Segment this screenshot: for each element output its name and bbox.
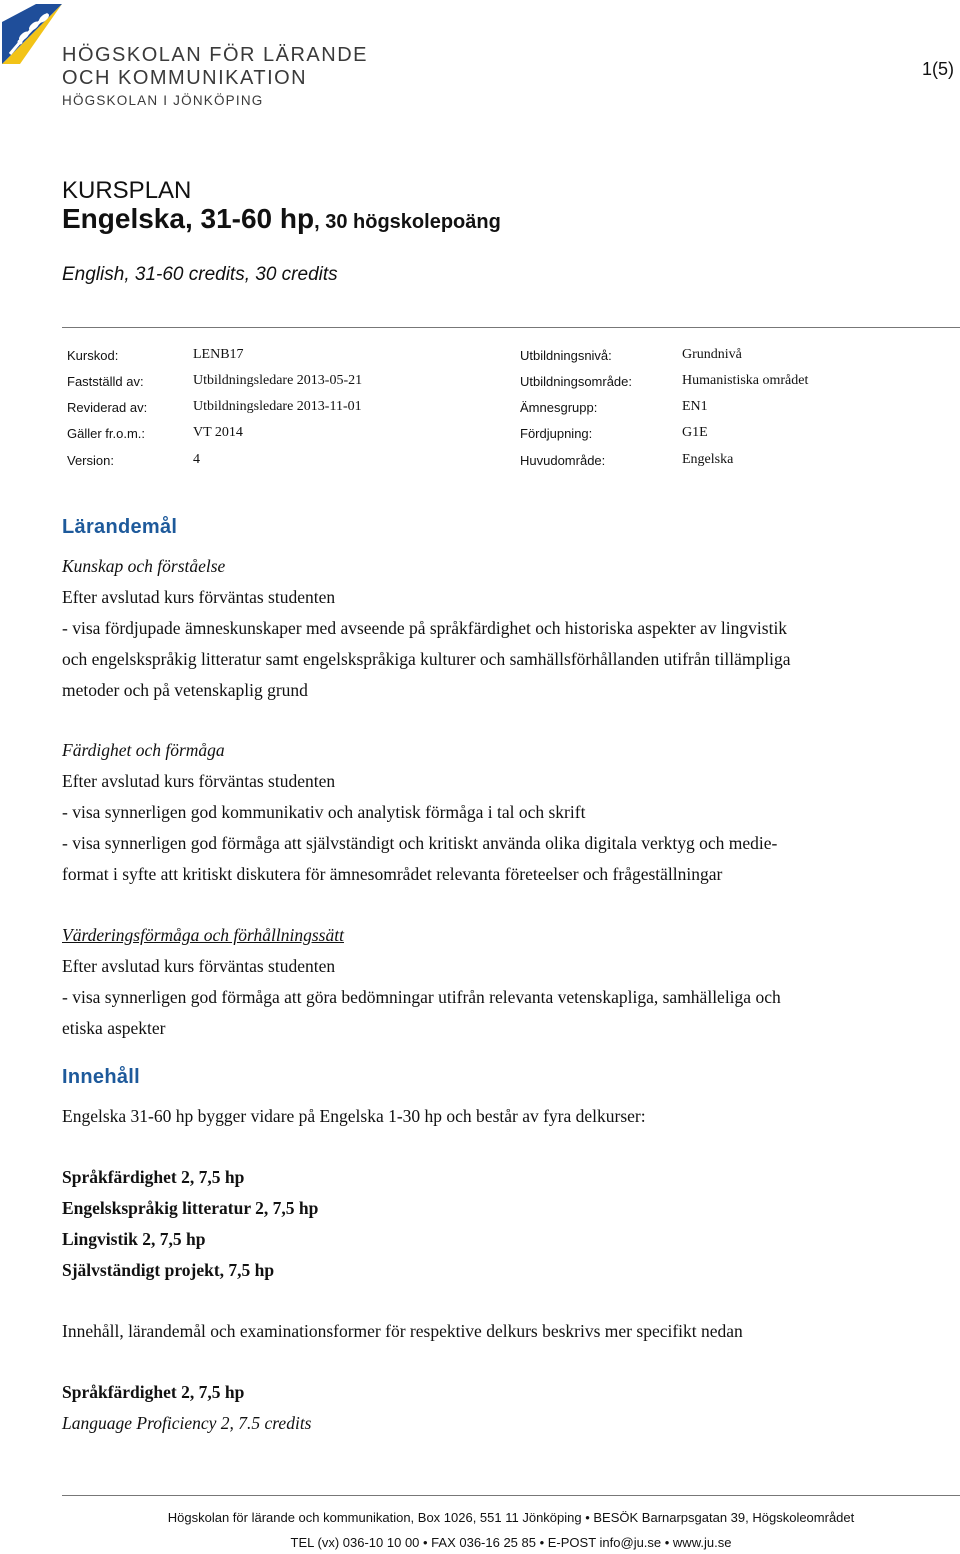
info-label: Ämnesgrupp: (520, 400, 598, 415)
course-title (62, 203, 501, 235)
page-number: 1(5) (921, 59, 954, 79)
paragraph-line: - visa synnerligen god förmåga att självständigt och kritiskt använda olika digitala verktyg och medie- (62, 833, 778, 853)
document-type: KURSPLAN (62, 177, 192, 204)
info-label: Utbildningsområde: (520, 374, 633, 389)
info-value: 4 (193, 452, 200, 467)
org-name-line3: HÖGSKOLAN I JÖNKÖPING (62, 93, 264, 108)
info-label: Kurskod: (67, 348, 119, 363)
info-value: VT 2014 (193, 425, 243, 440)
footer-address: Högskolan för lärande och kommunikation, Box 1026, 551 11 Jönköping • BESÖK Barnarpsgatan 39, Högskoleområdet (167, 1510, 855, 1525)
subcourse-item: Engelskspråkig litteratur 2, 7,5 hp (62, 1198, 319, 1218)
org-name-line2: OCH KOMMUNIKATION (62, 67, 308, 89)
paragraph-intro: Efter avslutad kurs förväntas studenten (62, 771, 336, 791)
info-label: Huvudområde: (520, 453, 606, 468)
info-label: Reviderad av: (67, 400, 148, 415)
info-value: Utbildningsledare 2013-05-21 (193, 373, 363, 388)
section-heading-learning-outcomes: Lärandemål (62, 516, 178, 538)
university-logo (2, 2, 64, 64)
paragraph-intro: Efter avslutad kurs förväntas studenten (62, 587, 336, 607)
paragraph-intro: Efter avslutad kurs förväntas studenten (62, 956, 336, 976)
org-name-line1: HÖGSKOLAN FÖR LÄRANDE (62, 44, 369, 66)
course-name: Engelska, 31-60 hp (62, 203, 315, 234)
paragraph-line: och engelskspråkig litteratur samt engelskspråkiga kulturer och samhällsförhållanden utifrån tillämpliga (62, 649, 791, 669)
info-label: Fastställd av: (67, 374, 144, 389)
info-value: Humanistiska området (682, 373, 809, 388)
subheading-skills: Färdighet och förmåga (62, 740, 225, 760)
subcourse-section-english-title: Language Proficiency 2, 7.5 credits (62, 1413, 312, 1433)
course-credits: , 30 högskolepoäng (314, 211, 501, 233)
paragraph-line: - visa fördjupade ämneskunskaper med avseende på språkfärdighet och historiska aspekter av lingvistik (62, 618, 788, 638)
subcourse-section-title: Språkfärdighet 2, 7,5 hp (62, 1382, 245, 1402)
info-label: Version: (67, 453, 114, 468)
info-value: G1E (682, 425, 708, 440)
subcourse-item: Språkfärdighet 2, 7,5 hp (62, 1167, 245, 1187)
info-label: Fördjupning: (520, 426, 593, 441)
subcourse-item: Självständigt projekt, 7,5 hp (62, 1260, 275, 1280)
info-value: Grundnivå (682, 347, 742, 362)
paragraph-line: metoder och på vetenskaplig grund (62, 680, 308, 700)
paragraph-line: - visa synnerligen god kommunikativ och analytisk förmåga i tal och skrift (62, 802, 586, 822)
organization-name (62, 44, 368, 110)
paragraph-line: - visa synnerligen god förmåga att göra bedömningar utifrån relevanta vetenskapliga, samhälleliga och (62, 987, 781, 1007)
info-label: Utbildningsnivå: (520, 348, 612, 363)
footer-contact: TEL (vx) 036-10 10 00 • FAX 036-16 25 85 • E-POST info@ju.se • www.ju.se (290, 1535, 732, 1550)
paragraph-line: format i syfte att kritiskt diskutera för ämnesområdet relevanta företeelser och frågeställningar (62, 864, 723, 884)
subheading-knowledge: Kunskap och förståelse (62, 556, 226, 576)
footer-divider (62, 1495, 960, 1496)
info-value: Utbildningsledare 2013-11-01 (193, 399, 362, 414)
english-title: English, 31-60 credits, 30 credits (62, 264, 338, 285)
content-intro: Engelska 31-60 hp bygger vidare på Engelska 1-30 hp och består av fyra delkurser: (62, 1106, 646, 1126)
info-value: LENB17 (193, 347, 244, 362)
info-value: Engelska (682, 452, 734, 467)
content-note: Innehåll, lärandemål och examinationsformer för respektive delkurs beskrivs mer specifikt nedan (62, 1321, 743, 1341)
subcourse-item: Lingvistik 2, 7,5 hp (62, 1229, 206, 1249)
section-heading-content: Innehåll (62, 1066, 140, 1088)
info-value: EN1 (682, 399, 708, 414)
subheading-values: Värderingsförmåga och förhållningssätt (62, 925, 344, 945)
info-label: Gäller fr.o.m.: (67, 426, 146, 441)
info-top-divider (62, 327, 960, 328)
paragraph-line: etiska aspekter (62, 1018, 166, 1038)
